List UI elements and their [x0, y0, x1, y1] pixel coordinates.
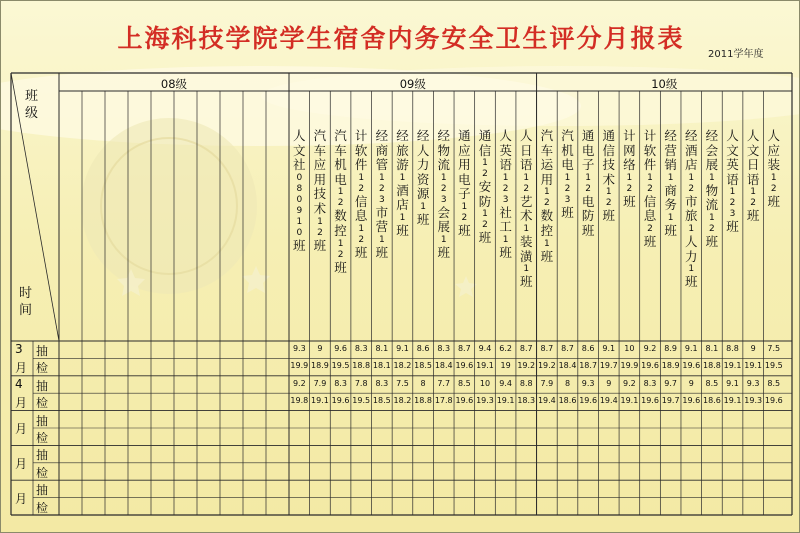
score-cell: 7.9 [540, 378, 554, 388]
score-cell: 8.3 [437, 344, 451, 353]
score-cell: 18.8 [352, 361, 371, 371]
score-cell: 8.6 [416, 344, 430, 353]
class-name-header: 人 应 装 1 2 班 [767, 128, 781, 209]
score-cell: 8.8 [726, 344, 739, 353]
row-type-label: 抽 [36, 413, 49, 428]
class-name-header: 通 信 技 术 1 2 班 [602, 128, 615, 224]
score-cell: 8 [420, 378, 426, 388]
class-name-header: 通 信 1 2 安 防 1 2 班 [478, 128, 492, 246]
row-type-label: 抽 [36, 378, 49, 393]
month-unit: 月 [15, 361, 28, 376]
class-name-header: 计 网 络 1 2 班 [623, 128, 636, 209]
score-cell: 6.2 [499, 344, 512, 353]
score-cell: 8 [564, 378, 571, 388]
score-cell: 8.7 [519, 344, 533, 353]
score-cell: 19.3 [744, 396, 763, 406]
class-name-header: 经 人 力 资 源 1 班 [416, 128, 430, 227]
score-cell: 17.8 [434, 396, 453, 406]
score-cell: 19.9 [290, 361, 309, 371]
score-cell: 7.5 [396, 378, 409, 388]
class-name-header: 通 电 子 1 2 电 防 班 [581, 128, 595, 238]
score-cell: 8.5 [705, 378, 719, 388]
score-cell: 19.6 [331, 396, 350, 406]
class-name-header: 汽 车 运 用 1 2 数 控 1 班 [540, 128, 554, 264]
score-cell: 8.5 [457, 378, 471, 388]
score-cell: 18.4 [558, 361, 577, 371]
score-cell: 9.1 [726, 378, 739, 388]
row-type-label: 抽 [36, 448, 49, 463]
score-cell: 19.6 [455, 361, 474, 371]
score-cell: 19.8 [290, 396, 309, 406]
group-header: 10级 [651, 77, 678, 91]
score-cell: 9 [606, 378, 612, 388]
score-cell: 18.6 [558, 396, 577, 406]
score-cell: 19 [500, 361, 511, 371]
row-type-label: 抽 [36, 344, 49, 358]
score-cell: 9.2 [623, 378, 636, 388]
score-cell: 8.6 [581, 344, 595, 353]
row-type-label: 检 [36, 396, 49, 411]
class-name-header: 经 营 销 1 商 务 1 班 [664, 128, 677, 238]
month-number: 4 [15, 376, 23, 391]
score-cell: 18.8 [414, 396, 432, 406]
class-name-header: 汽 车 机 电 1 2 数 控 1 2 班 [334, 128, 347, 275]
score-cell: 19.6 [579, 396, 598, 406]
score-cell: 8.3 [354, 344, 368, 353]
score-cell: 19.1 [476, 361, 494, 371]
score-cell: 19.1 [723, 361, 742, 371]
score-cell: 19.6 [682, 396, 701, 406]
score-cell: 7.9 [313, 378, 327, 388]
score-cell: 9.4 [499, 378, 512, 388]
score-cell: 9 [750, 344, 756, 353]
class-name-header: 通 应 用 电 子 1 2 班 [458, 128, 471, 238]
score-cell: 9.2 [292, 378, 306, 388]
score-cell: 19.2 [537, 361, 556, 371]
score-cell: 18.1 [372, 361, 391, 371]
score-cell: 19.7 [661, 396, 680, 406]
score-cell: 8.5 [767, 378, 781, 388]
score-cell: 18.9 [311, 361, 329, 371]
score-cell: 9 [688, 378, 694, 388]
group-header: 09级 [399, 77, 426, 91]
score-cell: 18.9 [661, 361, 680, 371]
group-header: 08级 [160, 77, 188, 91]
score-cell: 8.7 [561, 344, 574, 353]
class-name-header: 经 酒 店 1 2 市 旅 1 人 力 1 班 [685, 128, 698, 290]
row-type-label: 抽 [36, 483, 49, 498]
row-type-label: 检 [36, 500, 49, 515]
class-name-header: 计 软 件 1 2 信 息 1 2 班 [354, 128, 368, 260]
class-name-header: 经 商 管 1 2 3 市 营 1 班 [375, 128, 389, 260]
month-unit: 月 [15, 422, 28, 437]
class-name-header: 经 旅 游 1 酒 店 1 班 [396, 128, 409, 238]
score-cell: 18.8 [703, 361, 721, 371]
class-name-header: 人 文 日 语 1 2 班 [746, 128, 760, 224]
score-cell: 19.5 [352, 396, 371, 406]
score-cell: 9.7 [664, 378, 677, 388]
class-name-header: 汽 机 电 1 2 3 班 [561, 128, 574, 220]
score-cell: 18.7 [579, 361, 598, 371]
score-cell: 9.3 [581, 378, 595, 388]
score-cell: 8.9 [664, 344, 677, 353]
score-cell: 8.3 [334, 378, 347, 388]
corner-class-label: 班级 [25, 89, 39, 121]
row-type-label: 检 [36, 431, 49, 445]
score-cell: 19.6 [641, 361, 659, 371]
score-cell: 9.1 [396, 344, 409, 353]
month-unit: 月 [15, 457, 28, 472]
score-cell: 9.3 [746, 378, 760, 388]
score-cell: 9 [317, 344, 323, 353]
score-cell: 8.8 [519, 378, 533, 388]
score-cell: 19.4 [599, 396, 618, 406]
score-cell: 19.9 [620, 361, 639, 371]
score-cell: 19.6 [641, 396, 659, 406]
score-cell: 18.5 [372, 396, 391, 406]
score-cell: 8.7 [540, 344, 554, 353]
row-type-label: 检 [36, 465, 49, 480]
row-type-label: 检 [36, 361, 49, 376]
class-name-header: 人 日 语 1 2 艺 术 1 装 潢 1 班 [519, 128, 533, 290]
score-cell: 9.1 [684, 344, 698, 353]
score-cell: 9.1 [602, 344, 616, 353]
score-cell: 19.5 [764, 361, 783, 371]
score-cell: 10 [624, 344, 635, 353]
class-name-header: 汽 车 应 用 技 术 1 2 班 [313, 128, 327, 253]
class-name-header: 人 英 语 1 2 3 社 工 1 班 [499, 128, 512, 260]
score-cell: 8.3 [375, 378, 389, 388]
score-cell: 19.2 [517, 361, 536, 371]
score-cell: 18.4 [434, 361, 453, 371]
score-cell: 8.1 [375, 344, 389, 353]
score-cell: 18.2 [393, 396, 412, 406]
month-unit: 月 [15, 396, 28, 411]
score-cell: 19.5 [331, 361, 350, 371]
score-cell: 19.6 [764, 396, 783, 406]
class-name-header: 人 文 社 0 8 0 9 1 0 班 [293, 128, 306, 253]
class-name-header: 经 会 展 1 物 流 1 2 班 [705, 128, 719, 249]
score-cell: 19.6 [455, 396, 474, 406]
score-cell: 19.1 [723, 396, 742, 406]
score-cell: 19.7 [599, 361, 618, 371]
score-cell: 18.6 [703, 396, 721, 406]
score-cell: 19.6 [682, 361, 701, 371]
score-cell: 8.3 [643, 378, 657, 388]
score-cell: 19.3 [476, 396, 494, 406]
score-cell: 10 [479, 378, 491, 388]
class-name-header: 经 物 流 1 2 3 会 展 1 班 [437, 128, 450, 260]
score-cell: 8.7 [457, 344, 471, 353]
score-cell: 9.4 [478, 344, 492, 353]
class-name-header: 人 文 英 语 1 2 3 班 [726, 128, 739, 235]
score-cell: 18.2 [393, 361, 412, 371]
month-unit: 月 [15, 491, 28, 506]
score-cell: 7.8 [354, 378, 368, 388]
score-cell: 18.5 [414, 361, 432, 371]
score-cell: 7.7 [437, 378, 451, 388]
score-cell: 18.3 [517, 396, 536, 406]
score-cell: 19.1 [620, 396, 639, 406]
score-cell: 9.2 [643, 344, 657, 353]
month-number: 3 [15, 342, 23, 356]
academic-year: 2011学年度 [708, 49, 764, 60]
score-cell: 19.1 [744, 361, 763, 371]
score-cell: 19.1 [311, 396, 329, 406]
score-cell: 8.1 [705, 344, 719, 353]
score-cell: 19.4 [537, 396, 556, 406]
score-cell: 9.3 [292, 344, 306, 353]
corner-time-label: 时间 [19, 286, 33, 318]
page-title: 上海科技学院学生宿舍内务安全卫生评分月报表 [117, 24, 685, 53]
score-cell: 19.1 [496, 396, 515, 406]
score-cell: 9.6 [334, 344, 347, 353]
score-cell: 7.5 [767, 344, 781, 353]
class-name-header: 计 软 件 1 2 信 息 2 班 [643, 128, 657, 249]
